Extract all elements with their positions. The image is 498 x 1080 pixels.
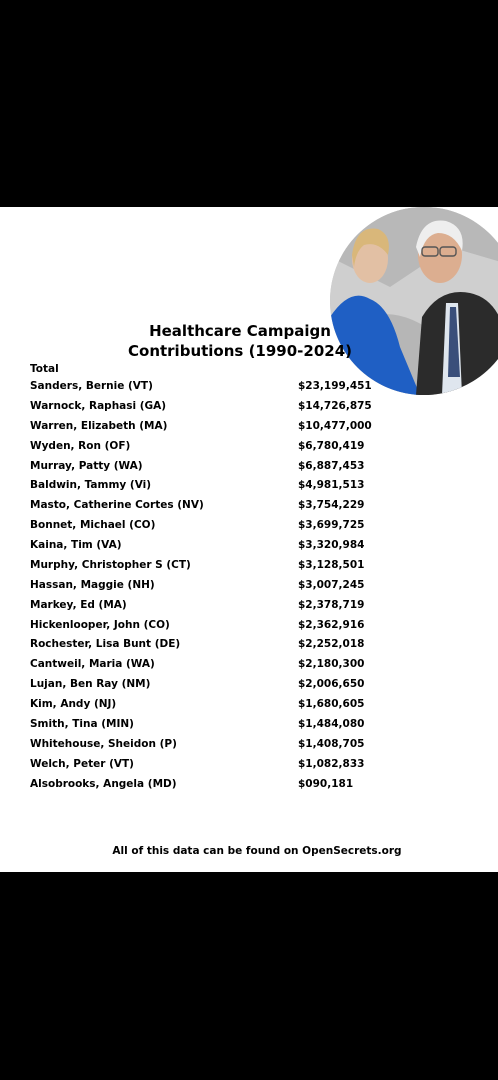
list-item [30,537,470,557]
list-item [30,716,470,736]
contribution-amount: $6,887,453 [298,459,365,472]
contribution-amount: $6,780,419 [298,439,365,452]
contribution-amount: $090,181 [298,777,354,790]
contribution-amount: $1,680,605 [298,698,365,710]
contribution-amount: $1,484,080 [298,717,365,730]
list-item [30,696,470,716]
senator-name: Whitehouse, Sheidon (P) [30,737,177,750]
senator-name: Alsobrooks, Angela (MD) [30,777,177,790]
source-note: All of this data can be found on OpenSecrets.org [112,845,402,857]
contribution-amount: $2,006,650 [298,678,365,691]
list-item [30,736,470,756]
contribution-amount: $3,007,245 [298,578,365,591]
contribution-amount: $3,699,725 [298,519,365,532]
senator-name: Cantweil, Maria (WA) [30,658,155,671]
list-item [30,617,470,637]
senator-name: Rochester, Lisa Bunt (DE) [30,638,181,651]
contribution-amount: $4,981,513 [298,479,365,492]
senators-photo [330,207,498,395]
senator-name: Welch, Peter (VT) [30,757,134,770]
contribution-amount: $1,408,705 [298,737,365,750]
contribution-amount: $10,477,000 [298,419,372,432]
title-line-1: Healthcare Campaign [149,322,331,340]
list-item [30,477,470,497]
senator-name: Hassan, Maggie (NH) [30,578,155,591]
contribution-amount: $14,726,875 [298,399,372,412]
contribution-amount: $2,378,719 [298,598,365,611]
list-item [30,517,470,537]
contribution-amount: $3,128,501 [298,558,365,571]
senator-name: Murphy, Christopher S (CT) [30,558,191,571]
list-item [30,398,470,418]
list-item [30,577,470,597]
senator-name: Baldwin, Tammy (Vi) [30,479,152,492]
infographic-card [0,207,498,872]
contribution-amount: $2,252,018 [298,638,365,651]
list-item [30,497,470,517]
contribution-amount: $2,180,300 [298,658,365,671]
senator-name: Warnock, Raphasi (GA) [30,399,167,412]
senator-name: Wyden, Ron (OF) [30,439,131,452]
senator-name: Murray, Patty (WA) [30,459,143,472]
list-item [30,438,470,458]
list-item [30,656,470,676]
page-title [110,321,370,361]
title-line-2: Contributions (1990-2024) [128,342,352,360]
list-item [30,458,470,478]
contribution-amount: $3,320,984 [298,539,365,551]
contribution-amount: $1,082,833 [298,757,365,770]
list-item [30,776,470,796]
list-item [30,756,470,776]
senator-name: Markey, Ed (MA) [30,598,127,611]
senators-photo-illustration [330,207,498,395]
senator-name: Masto, Catherine Cortes (NV) [30,499,204,512]
senator-name: Hickenlooper, John (CO) [30,618,170,631]
senator-name: Lujan, Ben Ray (NM) [30,678,151,691]
list-item [30,418,470,438]
list-item [30,676,470,696]
senator-name: Sanders, Bernie (VT) [30,380,153,392]
contribution-amount: $23,199,451 [298,380,372,392]
list-item [30,557,470,577]
list-item [30,636,470,656]
list-item [30,378,470,398]
contribution-amount: $3,754,229 [298,499,365,512]
senator-name: Smith, Tina (MIN) [30,717,134,730]
senator-name: Bonnet, Michael (CO) [30,519,156,532]
senator-name: Warren, Elizabeth (MA) [30,419,168,432]
contribution-amount: $2,362,916 [298,618,365,631]
list-item [30,597,470,617]
senator-name: Kim, Andy (NJ) [30,698,117,710]
contributions-list [30,378,470,795]
senator-name: Kaina, Tim (VA) [30,539,122,551]
total-column-label: Total [30,363,59,375]
